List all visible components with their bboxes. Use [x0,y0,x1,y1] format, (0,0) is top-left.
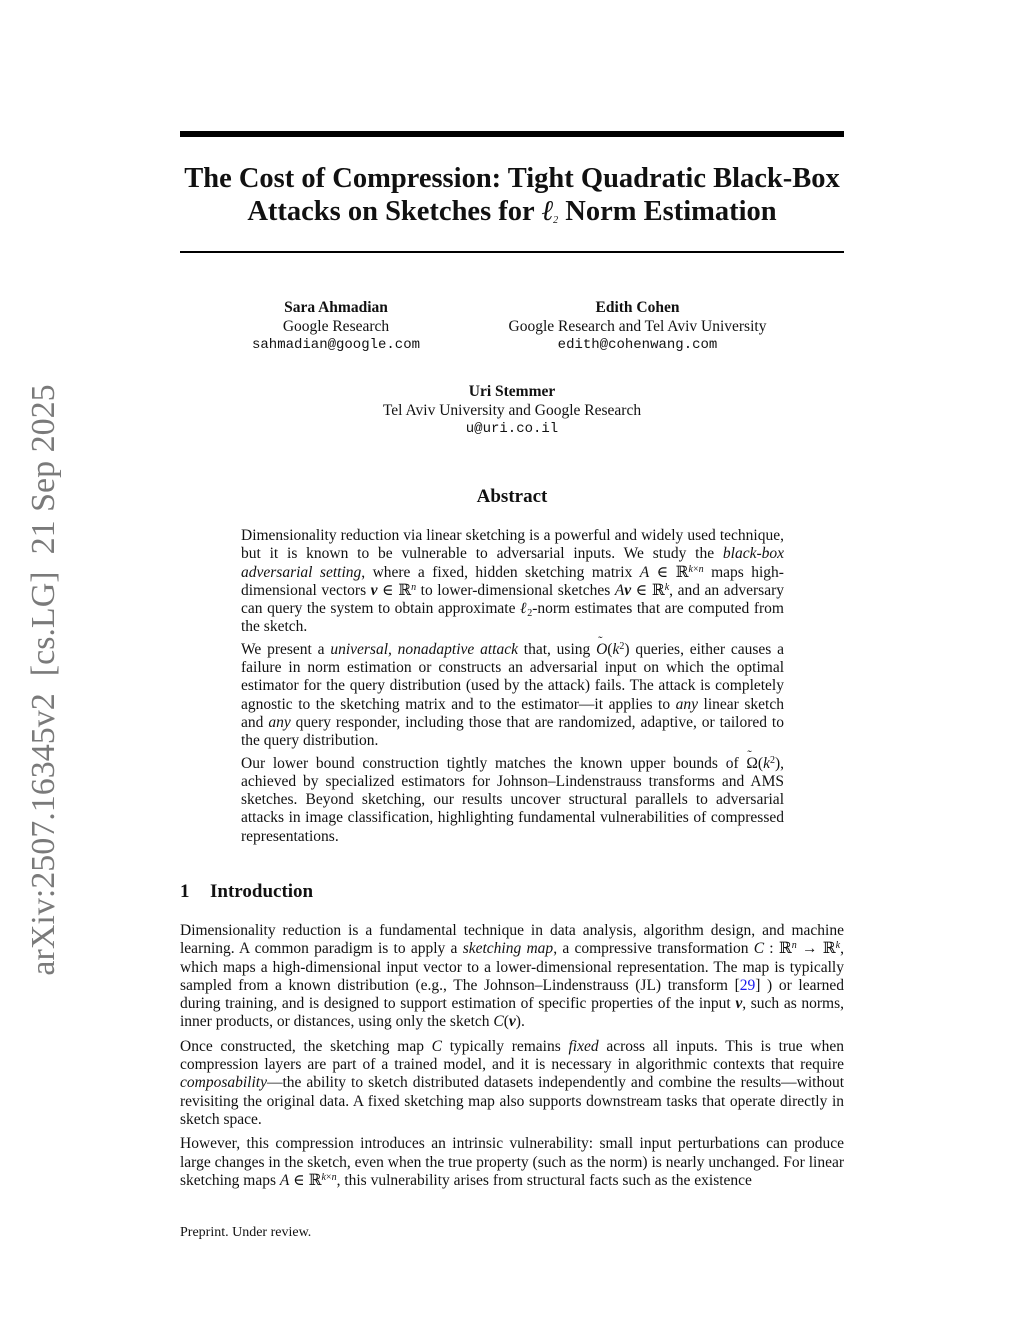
author-block-2 [480,299,795,355]
title-line-1: The Cost of Compression: Tight Quadratic Black-Box [184,163,840,194]
author-name: Uri Stemmer [468,383,556,400]
section-heading-introduction [180,881,313,903]
author-email[interactable]: u@uri.co.il [465,421,559,437]
author-name: Sara Ahmadian [284,299,388,316]
abstract-paragraph-3: Our lower bound construction tightly matches the known upper bounds of ˜ $\Omega(k^2)$, achieved by specialized estimators for Johnson–Lindenstrauss transforms and AMS sketches. Beyond sketching, our results uncover structural parallels to adversarial attacks in image classification, highlighting fundamental vulnerabilities of compressed representations. [241,755,784,846]
abstract-heading: Abstract [476,486,548,507]
author-name: Edith Cohen [595,299,680,316]
intro-paragraph-3: However, this compression introduces an intrinsic vulnerability: small input perturbations can produce large changes in the sketch, even when the true property (such as the norm) is nearly unchanged. For linear sketching maps A ∈ ℝ$^{k\times n}$, this vulnerability arises from structural facts such as the existence [180,1135,844,1189]
abstract-body [241,527,784,850]
citation-link[interactable]: 29 [739,976,756,994]
paper-title [180,162,844,228]
section-title: Introduction [210,881,314,902]
introduction-body [180,922,844,1196]
title-line-2: Attacks on Sketches for ℓ$_2$ Norm Estimation [247,196,777,227]
author-block-1 [230,299,442,355]
section-number: 1 [180,881,190,902]
author-affiliation: Tel Aviv University and Google Research [382,401,642,419]
author-affiliation: Google Research and Tel Aviv University [508,317,767,335]
author-email[interactable]: edith@cohenwang.com [557,337,718,353]
page-footer: Preprint. Under review. [180,1225,312,1240]
abstract-paragraph-2: We present a universal, nonadaptive attack that, using ˜ $O(k^2)$ queries, either causes a failure in norm estimation or constructs an adversarial input on which the optimal estimator for the query distribution (used by the attack) fails. The attack is completely agnostic to the sketching matrix and to the estimator—it applies to any linear sketch and any query responder, including those that are randomized, adaptive, or tailored to the query distribution. [241,641,784,751]
author-email[interactable]: sahmadian@google.com [251,337,421,353]
intro-paragraph-2: Once constructed, the sketching map C typically remains fixed across all inputs. This is true when compression layers are part of a trained model, and it is necessary in algorithmic contexts that require composability—the ability to sketch distributed datasets independently and combine the results—without revisiting the original data. A fixed sketching map also supports downstream tasks that operate directly in sketch space. [180,1037,844,1128]
author-affiliation: Google Research [282,317,390,335]
arxiv-identifier-stamp: arXiv:2507.16345v2 [cs.LG] 21 Sep 2025 [25,384,62,976]
intro-paragraph-1: Dimensionality reduction is a fundamental technique in data analysis, algorithm design, and machine learning. A common paradigm is to apply a sketching map, a compressive transformation C : ℝ$^n$ → ℝ$^k$, which maps a high-dimensional input vector to a lower-dimensional representation. The map is typically sampled from a known distribution (e.g., The Johnson–Lindenstrauss (JL) transform [29] ) or learned during training, and is designed to support estimation of specific properties of the input v, such as norms, inner products, or distances, using only the sketch C(v). [180,922,844,1031]
title-bottom-rule [180,251,844,253]
abstract-paragraph-1: Dimensionality reduction via linear sketching is a powerful and widely used technique, but it is known to be vulnerable to adversarial inputs. We study the black-box adversarial setting, where a fixed, hidden sketching matrix A ∈ ℝ$^{k\times n}$ maps high-dimensional vectors v ∈ ℝ$^n$ to lower-dimensional sketches Av ∈ ℝ$^k$, and an adversary can query the system to obtain approximate ℓ$_2$-norm estimates that are computed from the sketch. [241,527,784,636]
author-block-3 [330,383,694,439]
title-top-rule [180,131,844,137]
